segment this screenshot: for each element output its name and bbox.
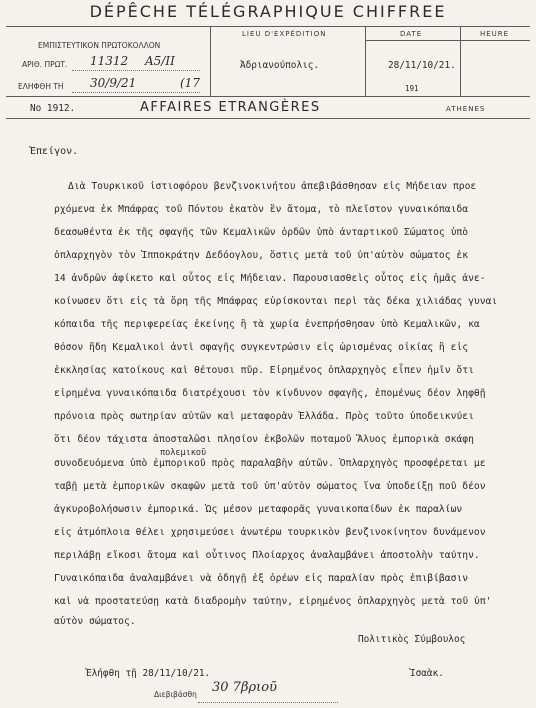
body-line: δεασωθέντα ἐκ τῆς σφαγῆς τῶν Κεμαλικῶν ὁρδῶν ὑπὸ ἀνταρτικοῦ Σώματος ὑπὸ: [54, 227, 469, 238]
footer-dotline: [198, 702, 338, 703]
department-rule: [6, 118, 530, 119]
body-line: θόσον ἤδη Κεμαλικοὶ ἀντὶ σφαγῆς συγκεντρώσιν εἰς ὡρισμένας οἰκίας ἢ εἰς: [54, 342, 469, 353]
body-line: ἀγκυροβολήσωσιν ἐμπορικά. Ὡς μέσον μεταφορᾶς γυναικοπαίδων ἐκ παραλίων: [54, 504, 463, 515]
body-line: ὁπλαρχηγὸν τὸν Ἱπποκράτην Δεδόογλου, ὅστις μετὰ τοῦ ὑπ'αὐτὸν σώματος ἐκ: [54, 250, 469, 261]
body-line: αὐτὸν σώματος.: [54, 616, 136, 627]
department-name: AFFAIRES ETRANGÈRES: [140, 100, 321, 115]
arith-prot-value: 11312: [90, 54, 129, 68]
heure-label: HEURE: [480, 30, 510, 38]
body-line: εἰς ἀτμόπλοια θέλει χρησιμεύσει ἀνωτέρω τουρκικὸν βενζινοκίνητον δυνάμενον: [54, 527, 486, 538]
header-bottom-rule: [6, 96, 530, 97]
header-top-rule: [6, 26, 530, 27]
body-line: πρόνοια πρὸς σωτηρίαν αὐτῶν καὶ μεταφορὰν Ἑλλάδα. Πρὸς τοῦτο ὑποδεικνύει: [54, 411, 474, 422]
arith-prot-extra: Α5/II: [145, 54, 175, 68]
protocol-stamp-title: ΕΜΠΙΣΤΕΥΤΙΚΟΝ ΠΡΩΤΟΚΟΛΛΟΝ: [38, 41, 161, 50]
arith-prot-label: ΑΡΙΘ. ΠΡΩΤ.: [22, 60, 68, 69]
date-value: 28/11/10/21.: [388, 60, 456, 71]
signature-name: Ἰσαὰκ.: [410, 668, 444, 679]
received-line: Ἐλήφθη τῇ 28/11/10/21.: [86, 668, 211, 679]
lieu-label: LIEU D'EXPÉDITION: [242, 30, 327, 38]
arith-prot-dotline: [72, 70, 200, 71]
body-line: Διὰ Τουρκικοῦ ἱστιοφόρου βενζινοκινήτου ἀπεβιβάσθησαν εἰς Μήδειαν προε: [68, 181, 477, 192]
elif-label: ΕΛΗΦΘΗ ΤΗ: [18, 82, 64, 91]
lieu-value: Ἀδριανούπολις.: [240, 60, 320, 71]
date-heure-rule: [365, 40, 530, 41]
elif-extra: (17: [180, 76, 200, 90]
telegram-title: DÉPÊCHE TÉLÉGRAPHIQUE CHIFFREE: [89, 2, 447, 21]
body-line: Γυναικόπαιδα ἀναλαμβάνει νὰ ὁδηγῇ ἐξ ὀρέων εἰς παραλίαν πρὸς ἐπιβίβασιν: [54, 573, 469, 584]
footer-label: Διεβιβάσθη: [154, 690, 197, 699]
signature-title: Πολιτικὸς Σύμβουλος: [358, 634, 466, 645]
elif-dotline: [72, 92, 200, 93]
telegram-number: No 1912.: [30, 103, 76, 114]
interlinear-correction: πολεμικοῦ: [160, 448, 207, 458]
body-line: κοίνωσεν ὅτι εἰς τὰ ὄρη τῆς Μπάφρας εὑρίσκονται περὶ τὰς δέκα χιλιάδας γυναι: [54, 296, 498, 307]
heure-value: 191: [405, 84, 419, 93]
body-line: ἐκκλησίας κατοίκους καὶ θέτουσι πῦρ. Εἰρημένος ὁπλαρχηγὸς εἶπεν ἡμῖν ὅτι: [54, 365, 474, 376]
elif-value: 30/9/21: [90, 76, 137, 90]
footer-value: 30 7βριοῦ: [212, 680, 277, 695]
body-line: περιλάβῃ εἴκοσι ἄτομα καὶ οὗτινος Πλοίαρχος ἀναλαμβάνει ἀποστολὴν ταύτην.: [54, 550, 480, 561]
body-line: 14 ἀνδρῶν ἀφίκετο καὶ οὗτος εἰς Μήδειαν. Παρουσιασθεὶς οὗτος εἰς ἡμᾶς ἀνε-: [54, 273, 486, 284]
body-line: ρχόμενα ἐκ Μπάφρας τοῦ Πόντου ἑκατὸν ἓν ἄτομα, τὸ πλεῖστον γυναικόπαιδα: [54, 204, 469, 215]
body-line: ταβῇ μετὰ ἐμπορικῶν σκαφῶν μετὰ τοῦ ὑπ'αὐτὸν σώματος ἵνα ὑποδείξῃ ποῦ δέον: [54, 481, 486, 492]
header-divider-1: [210, 26, 211, 96]
header-divider-3: [460, 26, 461, 96]
date-label: DATE: [400, 30, 423, 38]
header-divider-2: [365, 26, 366, 96]
body-line: ὅτι δέον τάχιστα ἀποσταλῶσι πλησίον ἐκβολῶν ποταμοῦ Ἅλυος ἐμπορικὰ σκάφη: [54, 434, 474, 445]
body-line: καὶ νὰ προστατεύσῃ κατὰ διαδρομὴν ταύτην, εἰρημένος ὁπλαρχηγὸς μετὰ τοῦ ὑπ': [54, 596, 492, 607]
urgent-mark: Ἐπείγον.: [30, 146, 79, 157]
body-line: συνοδευόμενα ὑπὸ ἐμπορικοῦ πρὸς παραλαβὴν αὐτῶν. Ὁπλαρχηγὸς προσφέρεται με: [54, 458, 486, 469]
body-line: εἰρημένα γυναικόπαιδα διατρέχουσι τὸν κίνδυνον σφαγῆς, ἑπομένως δέον ληφθῇ: [54, 388, 486, 399]
department-city: ATHENES: [446, 105, 486, 113]
body-line: κόπαιδα τῆς περιφερείας ἐκείνης ἣ τὰ χωρία ἐνεπρήσθησαν ὑπὸ Κεμαλικῶν, κα: [54, 319, 480, 330]
